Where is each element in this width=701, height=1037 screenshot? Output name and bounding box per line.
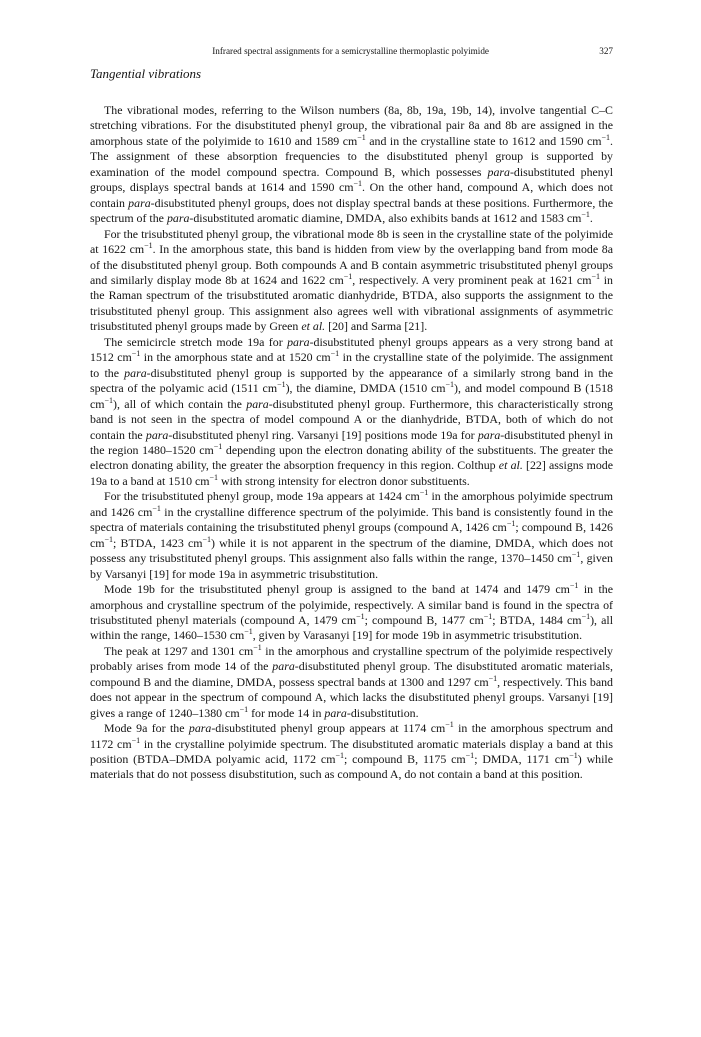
text-run: -disubstituted phenyl groups appears as a very strong band at 1512 cm xyxy=(90,334,614,365)
superscript: −1 xyxy=(445,380,455,390)
page-number: 327 xyxy=(599,46,613,56)
text-run: -disubstitution. xyxy=(346,705,419,720)
text-run: Mode 9a for the xyxy=(104,721,189,736)
text-run: , respectively. A very prominent peak at 1621 cm xyxy=(352,272,592,287)
text-run: -disubstituted phenyl groups, does not display spectral bands at these positions. Furthermore, the spectrum of the xyxy=(90,195,613,226)
text-run: , given by Varasanyi [19] for mode 19b in asymmetric trisubstitution. xyxy=(252,628,583,643)
text-run: ; compound B, 1477 cm xyxy=(364,612,484,627)
italic-text: para xyxy=(487,164,510,179)
italic-text: para xyxy=(477,427,501,442)
superscript: −1 xyxy=(581,210,590,220)
text-run: The semicircle stretch mode 19a for xyxy=(104,334,288,349)
text-run: in the crystalline state of the polyimide. The assignment to the xyxy=(90,350,613,380)
text-run: in the amorphous polyimide spectrum and 1426 cm xyxy=(90,489,613,519)
running-title: Infrared spectral assignments for a semicrystalline thermoplastic polyimide xyxy=(212,46,490,56)
superscript: −1 xyxy=(209,472,219,482)
italic-text: et al. xyxy=(498,458,523,473)
superscript: −1 xyxy=(445,720,454,730)
superscript: −1 xyxy=(601,132,611,142)
italic-text: para xyxy=(124,365,147,380)
italic-text: para xyxy=(188,721,212,736)
superscript: −1 xyxy=(465,751,475,761)
italic-text: para xyxy=(128,195,151,210)
text-run: in the amorphous state and at 1520 cm xyxy=(140,350,331,365)
text-run: . xyxy=(589,211,593,226)
superscript: −1 xyxy=(356,611,365,621)
text-run: . On the other hand, compound A, which does not contain xyxy=(90,180,613,210)
text-run: depending upon the electron donating ability of the substituents. The greater the electron donating ability, the greater the absorption frequency in this region. Colthup xyxy=(90,442,613,473)
text-run: ), all within the range, 1460–1530 cm xyxy=(90,612,614,643)
italic-text: para xyxy=(246,396,269,411)
superscript: −1 xyxy=(488,673,498,683)
text-run: . The assignment of these absorption frequencies to the disubstituted phenyl group is supported by examination of the model compound spectra. Compound B, which possesses xyxy=(90,133,613,179)
text-run: ), all of which contain the xyxy=(113,396,247,411)
text-run: in the Raman spectrum of the trisubstituted aromatic dianhydride, BTDA, also supports the assignment to the trisubstituted phenyl group. This assignment also agrees well with vibrational assignments of asymmetric trisubstituted phenyl groups made by Green xyxy=(90,272,613,334)
text-run: ), and model compound B (1518 cm xyxy=(90,381,613,411)
text-run: ) while materials that do not possess disubstitution, such as compound A, do not contain a band at this position. xyxy=(90,752,613,782)
text-run: in the amorphous and crystalline spectrum of the polyimide, respectively. A similar band is found in the spectra of trisubstituted phenyl materials (compound A, 1479 cm xyxy=(90,582,613,627)
article-body xyxy=(90,103,613,783)
superscript: −1 xyxy=(483,611,493,621)
text-run: ) while it is not apparent in the spectrum of the diamine, DMDA, which does not possess any trisubstituted phenyl groups. This assignment also falls within the range, 1370–1450 cm xyxy=(90,535,614,566)
superscript: −1 xyxy=(144,241,153,251)
text-run: [22] assigns mode 19a to a band at 1510 cm xyxy=(90,458,614,488)
text-run: -disubstituted phenyl group. Furthermore, this characteristically strong band is not seen in the spectra of model compound A or the dianhydride, BTDA, both of which do not contain the xyxy=(90,396,613,442)
text-run: ; DMDA, 1171 cm xyxy=(474,752,570,767)
text-run: in the amorphous and crystalline spectrum of the polyimide respectively probably arises from mode 14 of the xyxy=(90,643,614,674)
text-run: , given by Varsanyi [19] for mode 19a in asymmetric trisubstitution. xyxy=(90,551,613,581)
body-paragraph xyxy=(90,227,613,335)
superscript: −1 xyxy=(239,704,249,714)
text-run: -disubstituted phenyl in the region 1480–1520 cm xyxy=(90,427,613,457)
superscript: −1 xyxy=(244,627,253,637)
text-run: -disubstituted aromatic diamine, DMDA, also exhibits bands at 1612 and 1583 cm xyxy=(189,211,582,226)
text-run: The vibrational modes, referring to the Wilson numbers (8a, 8b, 19a, 19b, 14), involve tangential C–C stretching vibrations. For the disubstituted phenyl group, the vibrational pair 8a and 8b are assigned in the amorphous state of the polyimide to 1610 and 1589 cm xyxy=(90,103,613,148)
superscript: −1 xyxy=(131,349,141,359)
superscript: −1 xyxy=(253,642,262,652)
superscript: −1 xyxy=(571,550,581,560)
body-paragraph xyxy=(90,103,613,227)
text-run: -disubstituted phenyl ring. Varsanyi [19] positions mode 19a for xyxy=(168,427,478,442)
text-run: For the trisubstituted phenyl group, mode 19a appears at 1424 cm xyxy=(104,489,420,504)
italic-text: para xyxy=(145,427,169,442)
superscript: −1 xyxy=(591,271,600,281)
text-run: with strong intensity for electron donor substituents. xyxy=(218,473,470,488)
italic-text: et al. xyxy=(301,319,326,334)
text-run: -disubstituted phenyl group. The disubstituted aromatic materials, compound B and the diamine, DMDA, possess spectral bands at 1300 and 1297 cm xyxy=(90,659,613,689)
italic-text: para xyxy=(272,659,295,674)
superscript: −1 xyxy=(335,751,344,761)
italic-text: para xyxy=(324,705,347,720)
text-run: ; BTDA, 1484 cm xyxy=(492,612,582,627)
text-run: Mode 19b for the trisubstituted phenyl group is assigned to the band at 1474 and 1479 cm xyxy=(104,582,570,597)
superscript: −1 xyxy=(569,751,578,761)
italic-text: para xyxy=(287,334,310,349)
italic-text: para xyxy=(166,211,190,226)
text-run: ; compound B, 1426 cm xyxy=(90,520,613,550)
text-run: ; BTDA, 1423 cm xyxy=(113,535,203,550)
superscript: −1 xyxy=(104,395,114,405)
text-run: ), the diamine, DMDA (1510 cm xyxy=(285,381,446,396)
body-paragraph xyxy=(90,644,613,721)
text-run: ; compound B, 1175 cm xyxy=(343,752,466,767)
running-header xyxy=(90,44,613,58)
text-run: in the amorphous spectrum and 1172 cm xyxy=(90,721,613,751)
text-run: for mode 14 in xyxy=(248,705,325,720)
superscript: −1 xyxy=(569,581,579,591)
superscript: −1 xyxy=(343,271,353,281)
body-paragraph xyxy=(90,721,613,783)
body-paragraph xyxy=(90,582,613,644)
superscript: −1 xyxy=(131,735,141,745)
superscript: −1 xyxy=(357,132,366,142)
text-run: in the crystalline polyimide spectrum. The disubstituted aromatic materials display a band at this position (BTDA–DMDA polyamic acid, 1172 cm xyxy=(90,736,613,767)
section-title: Tangential vibrations xyxy=(90,66,202,81)
superscript: −1 xyxy=(581,611,591,621)
text-run: , respectively. This band does not appear in the spectrum of compound A, which lacks the disubstituted phenyl groups. Varsanyi [19] gives a range of 1240–1380 cm xyxy=(90,674,614,720)
text-run: The peak at 1297 and 1301 cm xyxy=(104,643,254,658)
body-paragraph xyxy=(90,489,613,582)
text-run: and in the crystalline state to 1612 and 1590 cm xyxy=(365,133,602,148)
text-run: . In the amorphous state, this band is hidden from view by the overlapping band from mode 8a of the disubstituted phenyl group. Both compounds A and B contain asymmetric trisubstituted phenyl groups and similarly display mode 8b at 1624 and 1622 cm xyxy=(90,242,613,287)
superscript: −1 xyxy=(213,441,223,451)
body-paragraph xyxy=(90,335,613,490)
text-run: For the trisubstituted phenyl group, the vibrational mode 8b is seen in the crystalline state of the polyimide at 1622 cm xyxy=(90,226,613,257)
text-run: -disubstituted phenyl groups, displays spectral bands at 1614 and 1590 cm xyxy=(90,164,614,195)
superscript: −1 xyxy=(277,380,286,390)
text-run: in the crystalline difference spectrum of the polyimide. This band is consistently found in the spectra of materials containing the trisubstituted phenyl groups (compound A, 1426 cm xyxy=(90,504,613,535)
superscript: −1 xyxy=(330,349,340,359)
text-run: -disubstituted phenyl group is supported by the appearance of a similarly strong band in the spectra of the polyamic acid (1511 cm xyxy=(90,365,613,396)
text-run: [20] and Sarma [21]. xyxy=(325,319,428,334)
superscript: −1 xyxy=(152,503,161,513)
superscript: −1 xyxy=(202,534,212,544)
superscript: −1 xyxy=(419,488,429,498)
superscript: −1 xyxy=(104,534,114,544)
superscript: −1 xyxy=(506,519,516,529)
superscript: −1 xyxy=(353,179,363,189)
text-run: -disubstituted phenyl group appears at 1174 cm xyxy=(211,721,446,736)
